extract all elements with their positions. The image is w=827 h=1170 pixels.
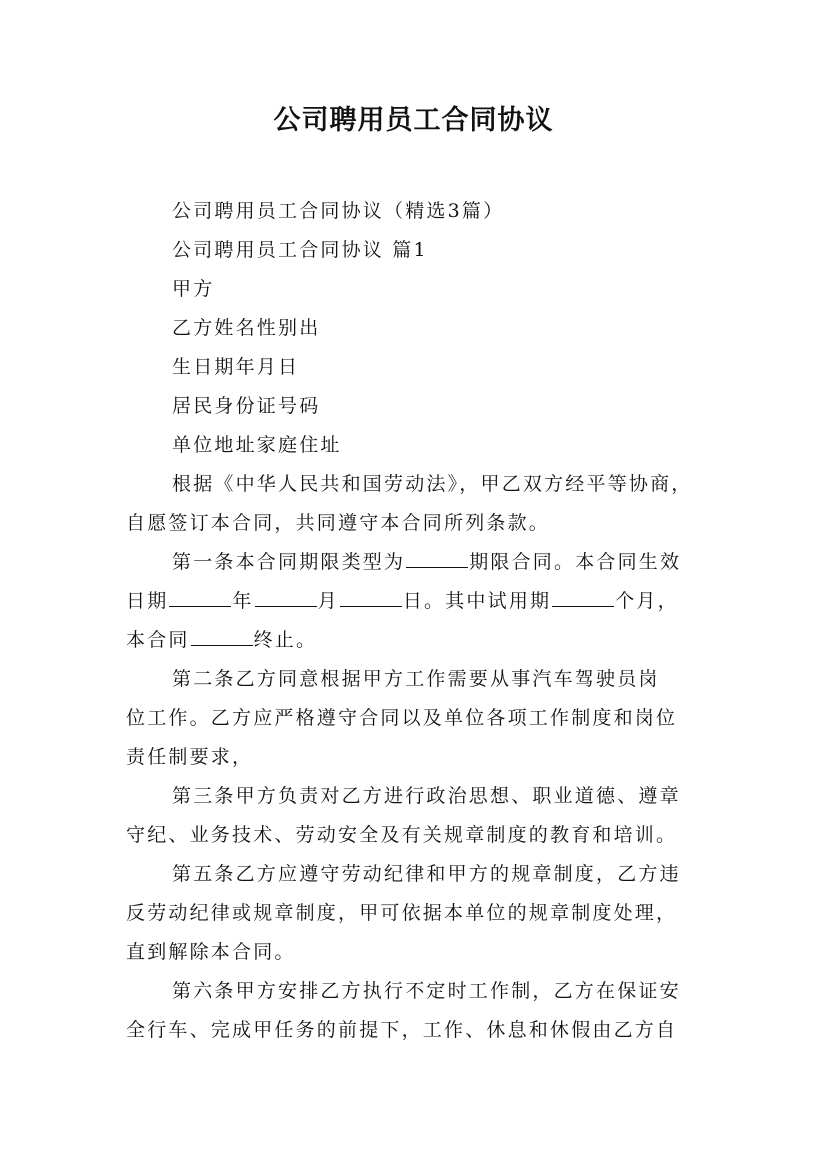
paragraph-line: 反劳动纪律或规章制度，甲可依据本单位的规章制度处理， [126,902,678,924]
paragraph-line: 位工作。乙方应严格遵守合同以及单位各项工作制度和岗位 [126,707,678,729]
text-segment: 月 [317,590,339,612]
text-segment: 期限合同。本合同生效 [469,551,682,573]
blank-underline [191,627,253,646]
blank-underline [169,588,231,607]
text-segment: 终止。 [253,629,318,651]
id-number-field: 居民身份证号码 [172,395,321,417]
text-segment: 个月， [615,590,679,612]
text-segment: 本合同 [126,629,190,651]
address-field: 单位地址家庭住址 [172,434,342,456]
paragraph-line: 根据《中华人民共和国劳动法》，甲乙双方经平等协商， [172,473,693,495]
text-segment: 第一条本合同期限类型为 [172,551,406,573]
clause-1-line-3 [126,621,716,660]
paragraph-line: 守纪、业务技术、劳动安全及有关规章制度的教育和培训。 [126,824,678,846]
paragraph-line: 第六条甲方安排乙方执行不定时工作制，乙方在保证安 [172,980,681,1002]
paragraph-line: 第三条甲方负责对乙方进行政治思想、职业道德、遵章 [172,785,681,807]
blank-underline [340,588,402,607]
clause-1-line-2 [126,582,716,621]
blank-underline [552,588,614,607]
text-segment: 日。其中试用期 [402,590,552,612]
text-segment: 年 [232,590,254,612]
paragraph-line: 第五条乙方应遵守劳动纪律和甲方的规章制度，乙方违 [172,863,681,885]
party-a-field: 甲方 [172,278,215,300]
blank-underline [255,588,317,607]
section-heading: 公司聘用员工合同协议 篇1 [172,239,428,261]
paragraph-line: 全行车、完成甲任务的前提下，工作、休息和休假由乙方自 [126,1019,678,1041]
document-body [126,192,716,1050]
paragraph-line: 直到解除本合同。 [126,941,296,963]
paragraph-line: 第二条乙方同意根据甲方工作需要从事汽车驾驶员岗 [172,668,660,690]
party-b-field: 乙方姓名性别出 [172,317,321,339]
document-subtitle: 公司聘用员工合同协议（精选3篇） [172,200,505,222]
clause-1-line-1 [126,543,716,582]
text-segment: 日期 [126,590,169,612]
birth-date-field: 生日期年月日 [172,356,300,378]
document-title: 公司聘用员工合同协议 [273,105,554,136]
paragraph-line: 自愿签订本合同，共同遵守本合同所列条款。 [126,512,551,534]
blank-underline [406,549,468,568]
paragraph-line: 责任制要求， [126,746,254,768]
